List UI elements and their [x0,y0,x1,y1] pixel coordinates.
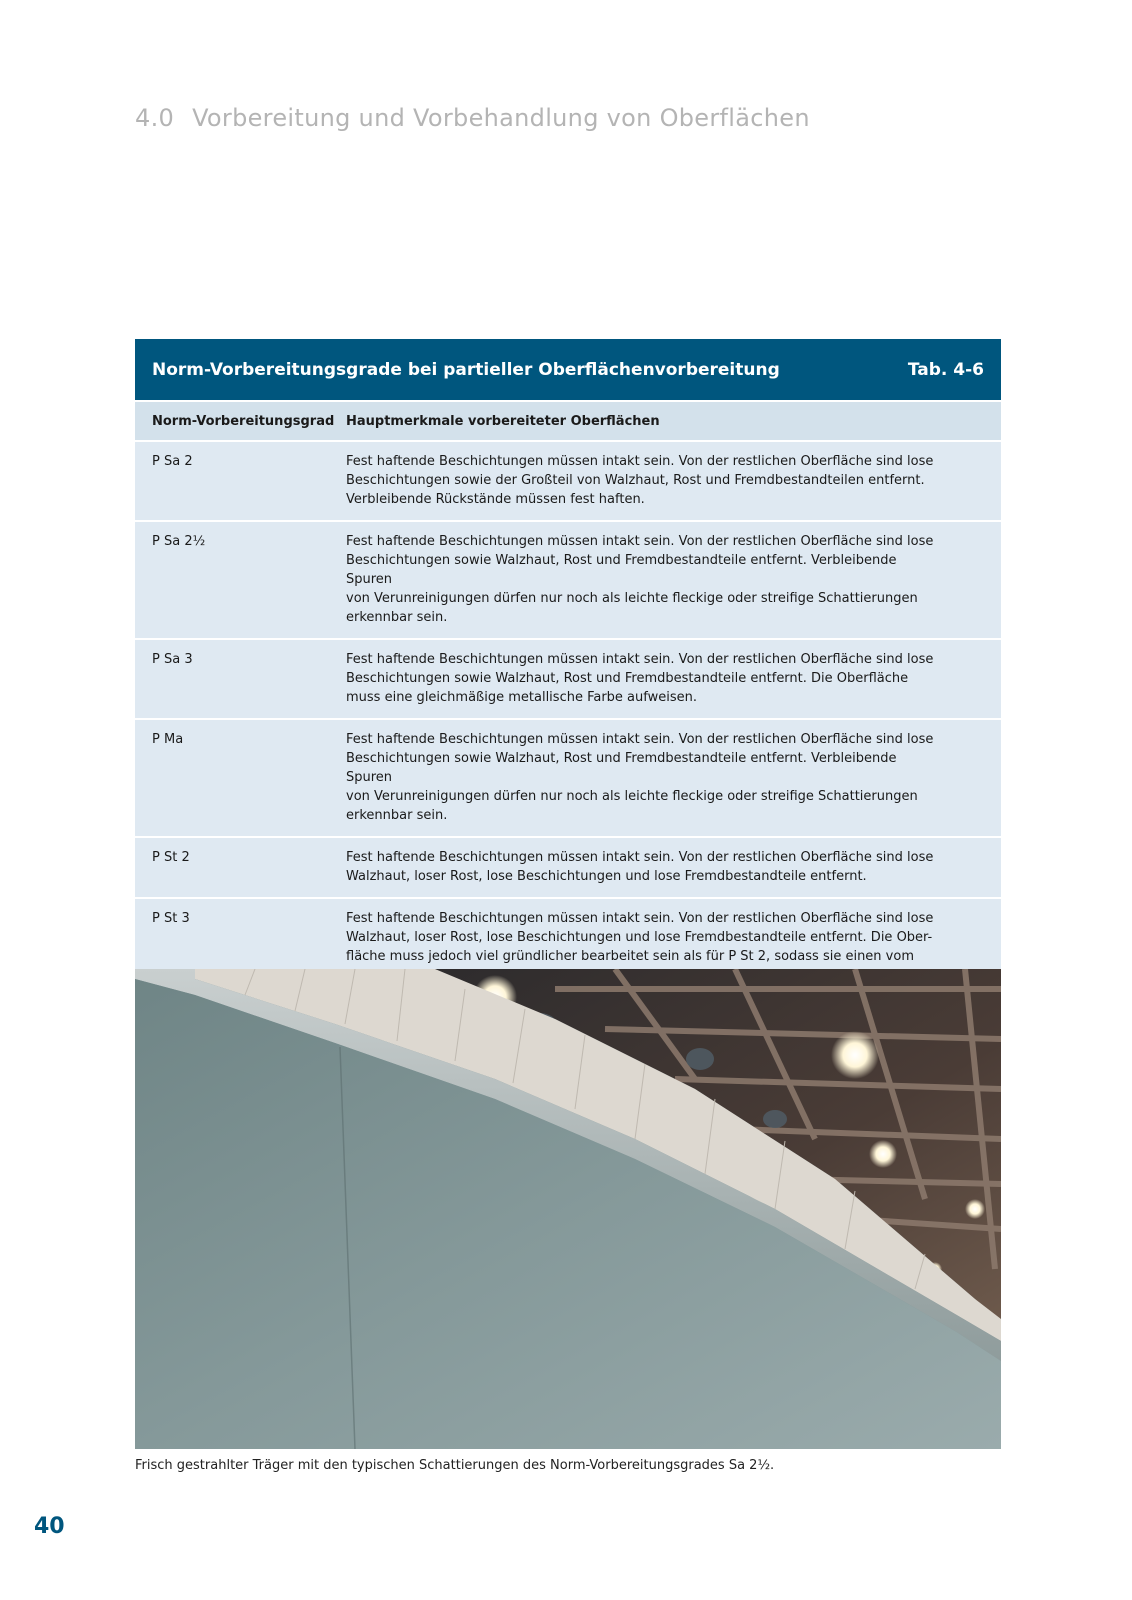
preparation-grades-table [135,339,1001,996]
description-line: erkennbar sein. [346,808,448,823]
description-line: Fest haftende Beschichtungen müssen intakt sein. Von der restlichen Oberfläche sind lose [346,732,934,747]
photo-caption: Frisch gestrahlter Träger mit den typischen Schattierungen des Norm-Vorbereitungsgrades Sa 2½. [135,1458,775,1473]
grade-cell: P Ma [152,732,184,747]
grade-cell: P Sa 2½ [152,534,206,549]
page-number: 40 [34,1514,65,1539]
table-row [135,442,1001,520]
column-header-grade: Norm-Vorbereitungsgrad [152,413,335,429]
description-line: Walzhaut, loser Rost, lose Beschichtungen und lose Fremdbestandteile entfernt. [346,869,867,884]
description-cell [346,838,946,897]
description-line: Beschichtungen sowie Walzhaut, Rost und Fremdbestandteile entfernt. Verbleibende Spuren [346,751,897,785]
grade-cell: P Sa 3 [152,652,193,667]
table-row [135,838,1001,897]
grade-cell: P St 2 [152,850,190,865]
photo-illustration [135,969,1001,1449]
description-line: Fest haftende Beschichtungen müssen intakt sein. Von der restlichen Oberfläche sind lose [346,454,934,469]
table-title: Norm-Vorbereitungsgrade bei partieller Oberflächenvorbereitung [152,359,780,380]
blasted-beam-photo [135,969,1001,1449]
description-line: Fest haftende Beschichtungen müssen intakt sein. Von der restlichen Oberfläche sind lose [346,911,934,926]
description-line: Fest haftende Beschichtungen müssen intakt sein. Von der restlichen Oberfläche sind lose [346,534,934,549]
description-line: Walzhaut, loser Rost, lose Beschichtungen und lose Fremdbestandteile entfernt. Die Ober- [346,930,933,945]
description-cell [346,522,946,638]
description-line: Beschichtungen sowie Walzhaut, Rost und Fremdbestandteile entfernt. Verbleibende Spuren [346,553,897,587]
description-cell [346,720,946,836]
description-cell [346,640,946,718]
table-row [135,640,1001,718]
description-line: muss eine gleichmäßige metallische Farbe aufweisen. [346,690,697,705]
table-row [135,522,1001,638]
description-line: Fest haftende Beschichtungen müssen intakt sein. Von der restlichen Oberfläche sind lose [346,850,934,865]
table-row [135,720,1001,836]
description-cell [346,442,946,520]
table-header [135,339,1001,400]
description-line: Beschichtungen sowie Walzhaut, Rost und Fremdbestandteile entfernt. Die Oberfläche [346,671,909,686]
description-line: Beschichtungen sowie der Großteil von Walzhaut, Rost und Fremdbestandteilen entfernt. [346,473,925,488]
description-line: von Verunreinigungen dürfen nur noch als leichte fleckige oder streifige Schattierungen [346,591,918,606]
description-line: von Verunreinigungen dürfen nur noch als leichte fleckige oder streifige Schattierungen [346,789,918,804]
section-title [135,104,810,132]
description-line: Verbleibende Rückstände müssen fest haften. [346,492,645,507]
description-line: Fest haftende Beschichtungen müssen intakt sein. Von der restlichen Oberfläche sind lose [346,652,934,667]
section-title-text: Vorbereitung und Vorbehandlung von Oberflächen [192,104,810,133]
grade-cell: P Sa 2 [152,454,193,469]
description-line: fläche muss jedoch viel gründlicher bearbeitet sein als für P St 2, sodass sie einen vom [346,949,914,964]
description-line: erkennbar sein. [346,610,448,625]
table-reference: Tab. 4-6 [907,359,984,380]
column-header-features: Hauptmerkmale vorbereiteter Oberflächen [346,413,660,429]
section-number: 4.0 [135,104,175,133]
grade-cell: P St 3 [152,911,190,926]
table-column-headers [135,402,1001,440]
